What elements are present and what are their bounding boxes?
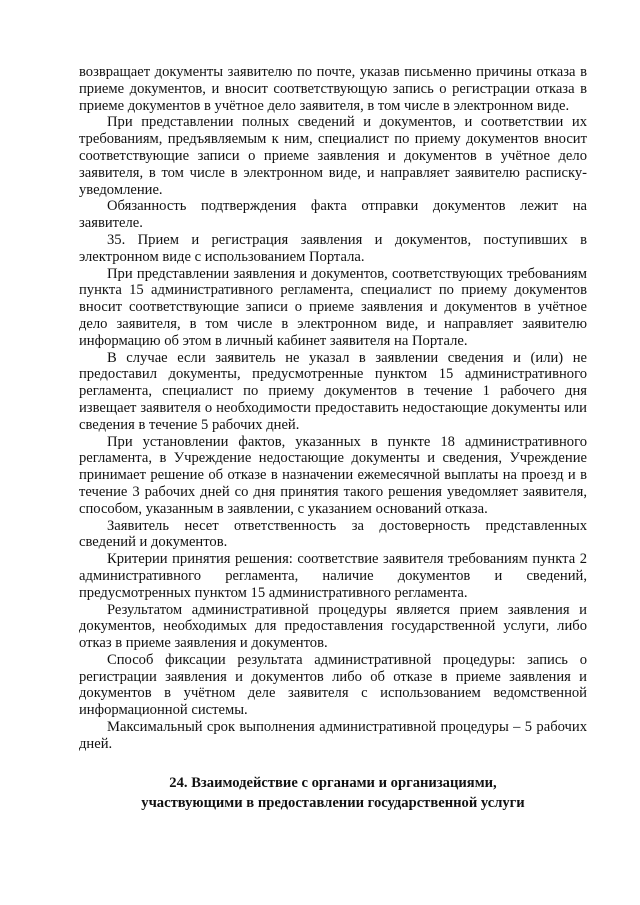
section-heading-line-2: участвующими в предоставлении государственной услуги — [141, 794, 525, 811]
paragraph-full-info: При представлении полных сведений и документов, и соответствии их требованиям, предъявляемым к ним, специалист по приему документов вносит соответствующие записи о приеме заявления и документов в учётное дело заявителя, в том числе в электронном виде, и направляет заявителю расписку-уведомление. — [79, 114, 587, 198]
paragraph-return-documents: возвращает документы заявителю по почте, указав письменно причины отказа в приеме документов, и вносит соответствующую запись о регистрации отказа в приеме документов в учётное дело заявителя, в том числе в электронном виде. — [79, 64, 587, 114]
paragraph-item-35: 35. Прием и регистрация заявления и документов, поступивших в электронном виде с использованием Портала. — [79, 231, 587, 265]
paragraph-max-duration: Максимальный срок выполнения административной процедуры – 5 рабочих дней. — [79, 719, 587, 752]
paragraph-refusal-facts: При установлении фактов, указанных в пункте 18 административного регламента, в Учреждение недостающие документы и сведения, Учреждение принимает решение об отказе в назначении ежемесячной выплаты на проезд и в течение 3 рабочих дней со дня принятия такого решения уведомляет заявителя, способом, указанным в заявлении, с указанием оснований отказа. — [79, 433, 587, 517]
paragraph-applicant-responsibility: Заявитель несет ответственность за достоверность представленных сведений и документов. — [79, 517, 587, 551]
section-heading — [79, 773, 587, 813]
paragraph-missing-info: В случае если заявитель не указал в заявлении сведения и (или) не предоставил документы, предусмотренные пунктом 15 административного регламента, специалист по приему документов в течение 1 рабочего дня извещает заявителя о необходимости предоставить недостающие документы или сведения в течение 5 рабочих дней. — [79, 349, 587, 433]
paragraph-decision-criteria: Критерии принятия решения: соответствие заявителя требованиям пункта 2 административного регламента, наличие документов и сведений, предусмотренных пунктом 15 административного регламента. — [79, 551, 587, 601]
paragraph-recording-method: Способ фиксации результата административной процедуры: запись о регистрации заявления и документов либо об отказе в приеме заявления и документов в учётном деле заявителя с использованием ведомственной информационной системы. — [79, 651, 587, 719]
paragraph-confirmation-duty: Обязанность подтверждения факта отправки документов лежит на заявителе. — [79, 198, 587, 232]
section-heading-line-1: 24. Взаимодействие с органами и организациями, — [169, 774, 497, 791]
paragraph-portal-submission: При представлении заявления и документов, соответствующих требованиям пункта 15 административного регламента, специалист по приему документов вносит соответствующие записи о приеме заявления и документов в учётное дело заявителя, в том числе в электронном виде, и направляет заявителю информацию об этом в личный кабинет заявителя на Портале. — [79, 265, 587, 349]
document-page — [79, 64, 587, 813]
paragraph-procedure-result: Результатом административной процедуры является прием заявления и документов, необходимых для предоставления государственной услуги, либо отказ в приеме заявления и документов. — [79, 601, 587, 652]
